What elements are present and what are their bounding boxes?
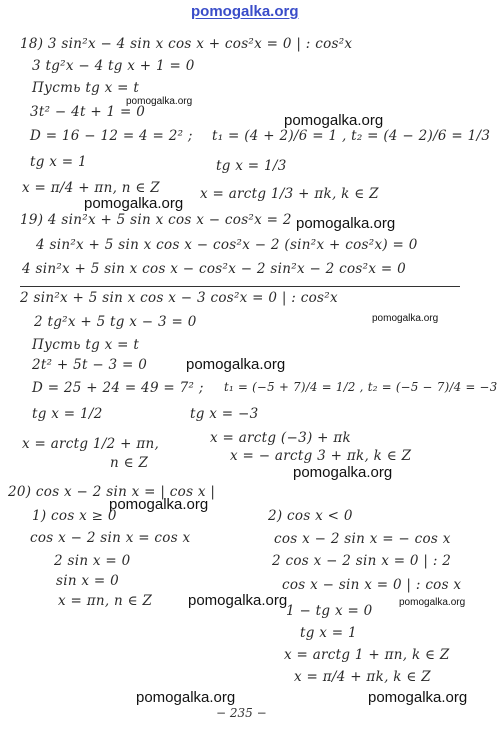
problem-20-answer: x = arctg 1 + πn, k ∈ Z (284, 647, 450, 663)
problem-20-line: cos x − sin x = 0 | : cos x (282, 577, 462, 593)
problem-20-line: cos x − 2 sin x = cos x (30, 530, 191, 546)
problem-18-discriminant: D = 16 − 12 = 4 = 2² ; (30, 128, 193, 144)
problem-19-answer: n ∈ Z (110, 455, 149, 471)
problem-20-case-2: 2) cos x < 0 (268, 508, 353, 524)
watermark: pomogalka.org (368, 689, 468, 706)
problem-20-equation: 20) cos x − 2 sin x = | cos x | (8, 484, 216, 500)
watermark: pomogalka.org (84, 195, 184, 212)
problem-19-equation: 19) 4 sin²x + 5 sin x cos x − cos²x = 2 (20, 212, 292, 228)
page-number: − 235 − (216, 706, 267, 720)
watermark: pomogalka.org (188, 592, 288, 609)
problem-19-line: 4 sin²x + 5 sin x cos x − cos²x − 2 (sin²x + cos²x) = 0 (36, 237, 418, 253)
problem-18-line: 3 tg²x − 4 tg x + 1 = 0 (32, 58, 195, 74)
watermark: pomogalka.org (399, 597, 466, 608)
watermark: pomogalka.org (109, 496, 209, 513)
watermark: pomogalka.org (186, 356, 286, 373)
problem-18-line: tg x = 1/3 (216, 158, 287, 174)
problem-20-line: cos x − 2 sin x = − cos x (274, 531, 451, 547)
problem-19-answer: x = arctg 1/2 + πn, (22, 436, 160, 452)
separator-line (20, 286, 460, 287)
problem-19-line: tg x = −3 (190, 406, 259, 422)
problem-19-line: Пусть tg x = t (32, 337, 140, 353)
watermark: pomogalka.org (284, 112, 384, 129)
problem-18-roots: t₁ = (4 + 2)/6 = 1 , t₂ = (4 − 2)/6 = 1/3 (212, 128, 491, 144)
watermark: pomogalka.org (136, 689, 236, 706)
problem-19-roots: t₁ = (−5 + 7)/4 = 1/2 , t₂ = (−5 − 7)/4 = −3 (224, 380, 498, 394)
problem-20-answer: x = π/4 + πk, k ∈ Z (294, 669, 431, 685)
problem-20-line: tg x = 1 (300, 625, 357, 641)
problem-19-line: 2t² + 5t − 3 = 0 (32, 357, 148, 373)
problem-18-answer: x = arctg 1/3 + πk, k ∈ Z (200, 186, 379, 202)
problem-19-discriminant: D = 25 + 24 = 49 = 7² ; (32, 380, 204, 396)
problem-18-equation: 18) 3 sin²x − 4 sin x cos x + cos²x = 0 | : cos²x (20, 36, 353, 52)
problem-19-line: tg x = 1/2 (32, 406, 103, 422)
problem-20-line: 2 sin x = 0 (54, 553, 131, 569)
problem-20-line: 1 − tg x = 0 (286, 603, 373, 619)
watermark: pomogalka.org (296, 215, 396, 232)
problem-18-line: tg x = 1 (30, 154, 87, 170)
problem-18-answer: x = π/4 + πn, n ∈ Z (22, 180, 160, 196)
problem-19-line: 2 sin²x + 5 sin x cos x − 3 cos²x = 0 | : cos²x (20, 290, 338, 306)
problem-20-answer: x = πn, n ∈ Z (58, 593, 153, 609)
problem-20-line: sin x = 0 (56, 573, 120, 589)
problem-18-line: 3t² − 4t + 1 = 0 (30, 104, 146, 120)
problem-19-answer: x = − arctg 3 + πk, k ∈ Z (230, 448, 412, 464)
watermark: pomogalka.org (372, 313, 439, 324)
problem-20-line: 2 cos x − 2 sin x = 0 | : 2 (272, 553, 452, 569)
problem-18-line: Пусть tg x = t (32, 80, 140, 96)
problem-19-line: 2 tg²x + 5 tg x − 3 = 0 (34, 314, 197, 330)
watermark: pomogalka.org (126, 96, 193, 107)
problem-19-answer: x = arctg (−3) + πk (210, 430, 352, 446)
problem-20-case-1: 1) cos x ≥ 0 (32, 508, 117, 524)
problem-19-line: 4 sin²x + 5 sin x cos x − cos²x − 2 sin²x − 2 cos²x = 0 (22, 261, 406, 277)
watermark: pomogalka.org (293, 464, 393, 481)
watermark-top[interactable]: pomogalka.org (191, 3, 299, 20)
